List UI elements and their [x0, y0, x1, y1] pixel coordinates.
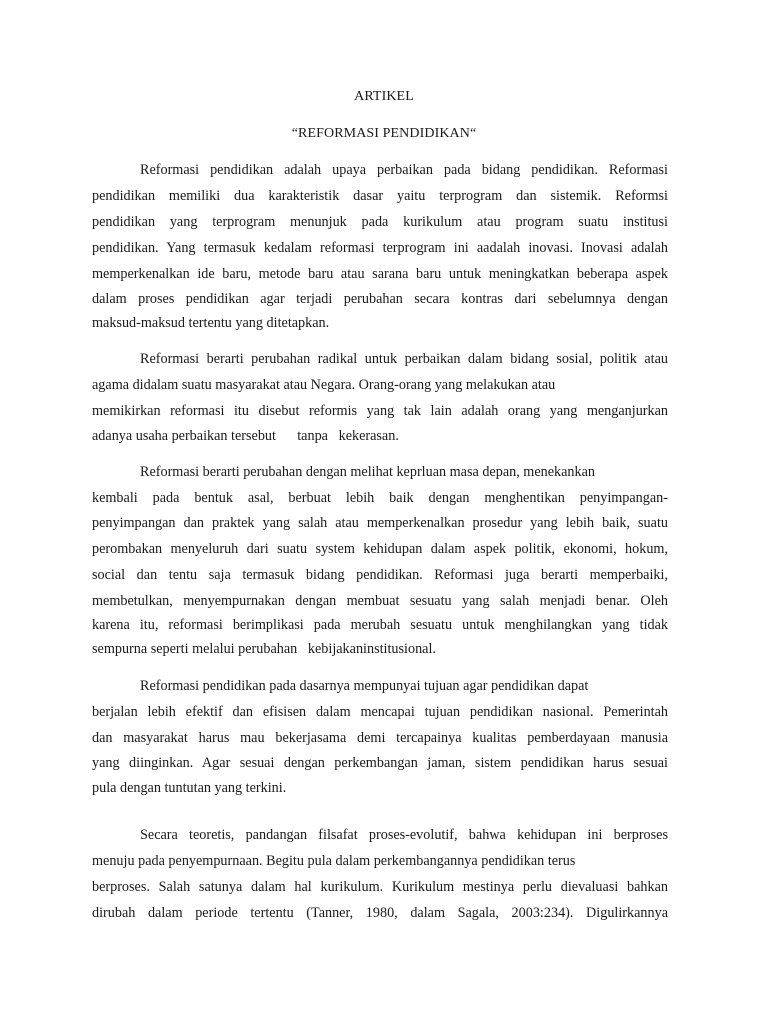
paragraph-line: penyimpangan dan praktek yang salah atau memperkenalkan prosedur yang lebih baik, suatu: [92, 515, 668, 531]
paragraph-line: menuju pada penyempurnaan. Begitu pula dalam perkembangannya pendidikan terus: [92, 853, 576, 869]
paragraph-line: dalam proses pendidikan agar terjadi perubahan secara kontras dari sebelumnya dengan: [92, 291, 668, 307]
paragraph-line: yang diinginkan. Agar sesuai dengan perkembangan jaman, sistem pendidikan harus sesuai: [92, 755, 668, 771]
paragraph-line: Reformasi pendidikan pada dasarnya mempunyai tujuan agar pendidikan dapat: [140, 678, 589, 694]
document-title: ARTIKEL: [354, 89, 414, 104]
paragraph-line: memikirkan reformasi itu disebut reformis yang tak lain adalah orang yang menganjurkan: [92, 403, 668, 419]
paragraph-line: maksud-maksud tertentu yang ditetapkan.: [92, 315, 330, 331]
paragraph-line: berproses. Salah satunya dalam hal kurikulum. Kurikulum mestinya perlu dievaluasi bahkan: [92, 879, 668, 895]
paragraph-line: karena itu, reformasi berimplikasi pada merubah sesuatu untuk menghilangkan yang tidak: [92, 617, 668, 633]
paragraph-line: memperkenalkan ide baru, metode baru atau sarana baru untuk meningkatkan beberapa aspek: [92, 266, 668, 282]
paragraph-line: kembali pada bentuk asal, berbuat lebih baik dengan menghentikan penyimpangan-: [92, 490, 668, 506]
paragraph-line: pendidikan yang terprogram menunjuk pada kurikulum atau program suatu institusi: [92, 214, 668, 230]
paragraph-line: perombakan menyeluruh dari suatu system kehidupan dalam aspek politik, ekonomi, hokum,: [92, 541, 668, 557]
paragraph-line: sempurna seperti melalui perubahan kebijakaninstitusional.: [92, 641, 436, 657]
paragraph-line: Reformasi pendidikan adalah upaya perbaikan pada bidang pendidikan. Reformasi: [140, 162, 668, 178]
paragraph-line: Secara teoretis, pandangan filsafat proses-evolutif, bahwa kehidupan ini berproses: [140, 827, 668, 843]
paragraph-line: pendidikan memiliki dua karakteristik dasar yaitu terprogram dan sistemik. Reformsi: [92, 188, 668, 204]
paragraph-line: Reformasi berarti perubahan radikal untuk perbaikan dalam bidang sosial, politik atau: [140, 351, 668, 367]
document-subtitle: “REFORMASI PENDIDIKAN“: [291, 126, 477, 141]
paragraph-line: social dan tentu saja termasuk bidang pendidikan. Reformasi juga berarti memperbaiki,: [92, 567, 668, 583]
paragraph-line: membetulkan, menyempurnakan dengan membuat sesuatu yang salah menjadi benar. Oleh: [92, 593, 668, 609]
paragraph-line: Reformasi berarti perubahan dengan melihat keprluan masa depan, menekankan: [140, 464, 595, 480]
paragraph-line: pula dengan tuntutan yang terkini.: [92, 780, 287, 796]
paragraph-line: dirubah dalam periode tertentu (Tanner, 1980, dalam Sagala, 2003:234). Digulirkannya: [92, 905, 668, 921]
paragraph-line: pendidikan. Yang termasuk kedalam reformasi terprogram ini aadalah inovasi. Inovasi adalah: [92, 240, 668, 256]
paragraph-line: dan masyarakat harus mau bekerjasama demi tercapainya kualitas pemberdayaan manusia: [92, 730, 668, 746]
paragraph-line: berjalan lebih efektif dan efisisen dalam mencapai tujuan pendidikan nasional. Pemerintah: [92, 704, 668, 720]
paragraph-line: agama didalam suatu masyarakat atau Negara. Orang-orang yang melakukan atau: [92, 377, 556, 393]
paragraph-line: adanya usaha perbaikan tersebut tanpa kekerasan.: [92, 428, 399, 444]
